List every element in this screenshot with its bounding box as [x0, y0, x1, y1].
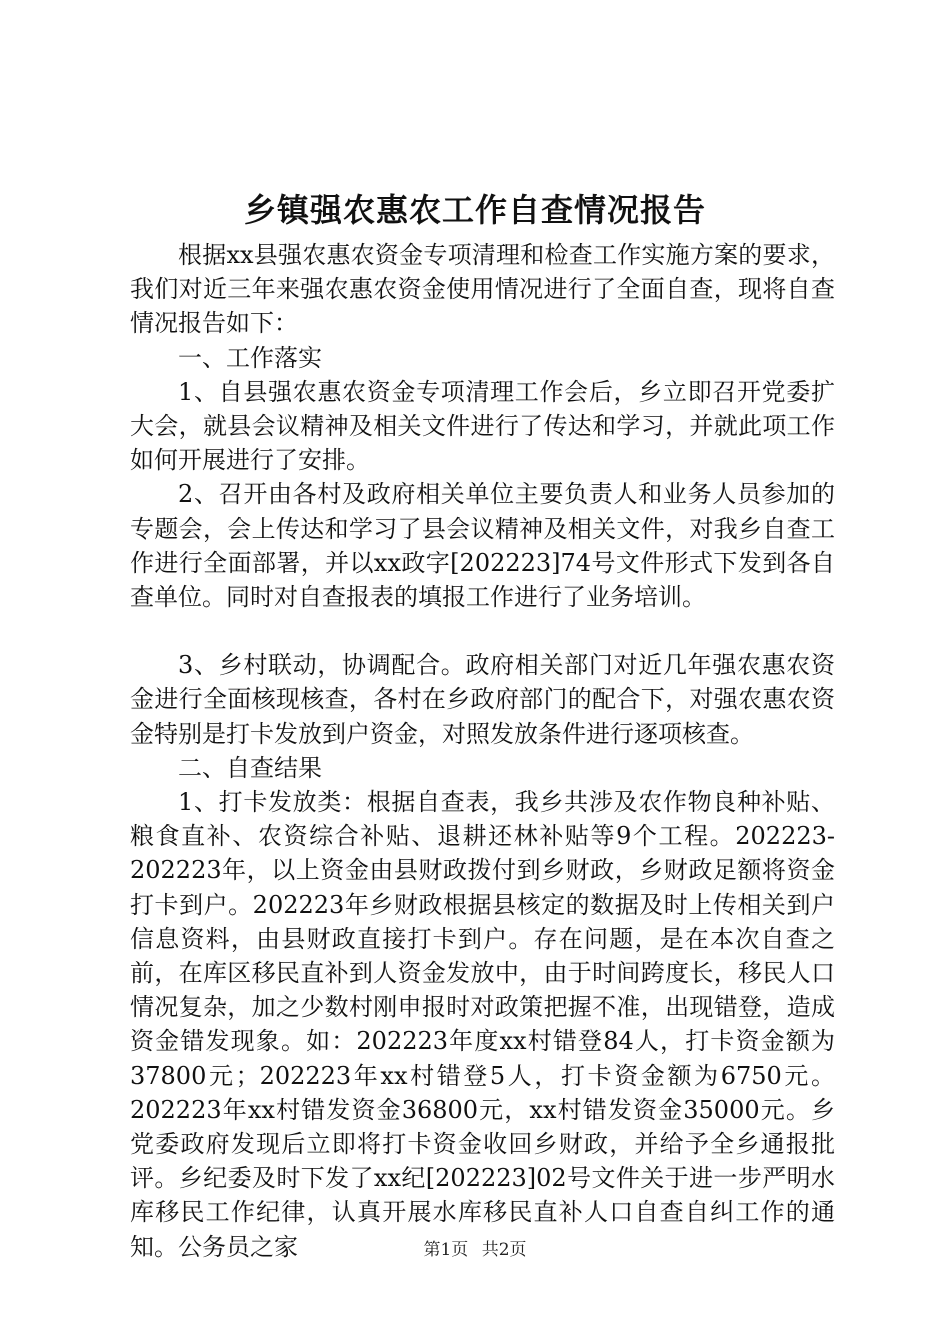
- page-number: 第1页: [423, 1240, 469, 1260]
- document-body: [130, 238, 835, 1264]
- work-item-paragraph: 3、乡村联动，协调配合。政府相关部门对近几年强农惠农资金进行全面核现核查，各村在乡政府部门的配合下，对强农惠农资金特别是打卡发放到户资金，对照发放条件进行逐项核查。: [130, 651, 835, 748]
- work-item-paragraph: 1、自县强农惠农资金专项清理工作会后，乡立即召开党委扩大会，就县会议精神及相关文件进行了传达和学习，并就此项工作如何开展进行了安排。: [130, 377, 835, 475]
- page-footer: [0, 1238, 950, 1262]
- section-heading-self-check-results: 二、自查结果: [178, 753, 322, 782]
- document-title: 乡镇强农惠农工作自查情况报告: [243, 191, 706, 229]
- intro-paragraph: 根据xx县强农惠农资金专项清理和检查工作实施方案的要求，我们对近三年来强农惠农资金使用情况进行了全面自查，现将自查情况报告如下：: [130, 241, 835, 338]
- result-item-paragraph: 1、打卡发放类：根据自查表，我乡共涉及农作物良种补贴、粮食直补、农资综合补贴、退耕还林补贴等9个工程。202223-202223年，以上资金由县财政拨付到乡财政，乡财政足额将资金打卡到户。202223年乡财政根据县核定的数据及时上传相关到户信息资料，由县财政直接打卡到户。存在问题，是在本次自查之前，在库区移民直补到人资金发放中，由于时间跨度长，移民人口情况复杂，加之少数村刚申报时对政策把握不准，出现错登，造成资金错发现象。如：202223年度xx村错登84人，打卡资金额为37800元；202223年xx村错登5人，打卡资金额为6750元。202223年xx村错发资金36800元，xx村错发资金35000元。乡党委政府发现后立即将打卡资金收回乡财政，并给予全乡通报批评。乡纪委及时下发了xx纪[202223]02号文件关于进一步严明水库移民工作纪律，认真开展水库移民直补人口自查自纠工作的通知。公务员之家: [130, 788, 835, 1261]
- section-heading-work-implementation: 一、工作落实: [178, 343, 322, 372]
- work-item-paragraph: 2、召开由各村及政府相关单位主要负责人和业务人员参加的专题会，会上传达和学习了县会议精神及相关文件，对我乡自查工作进行全面部署，并以xx政字[202223]74号文件形式下发到各自查单位。同时对自查报表的填报工作进行了业务培训。: [130, 480, 835, 612]
- page-total: 共2页: [481, 1240, 527, 1260]
